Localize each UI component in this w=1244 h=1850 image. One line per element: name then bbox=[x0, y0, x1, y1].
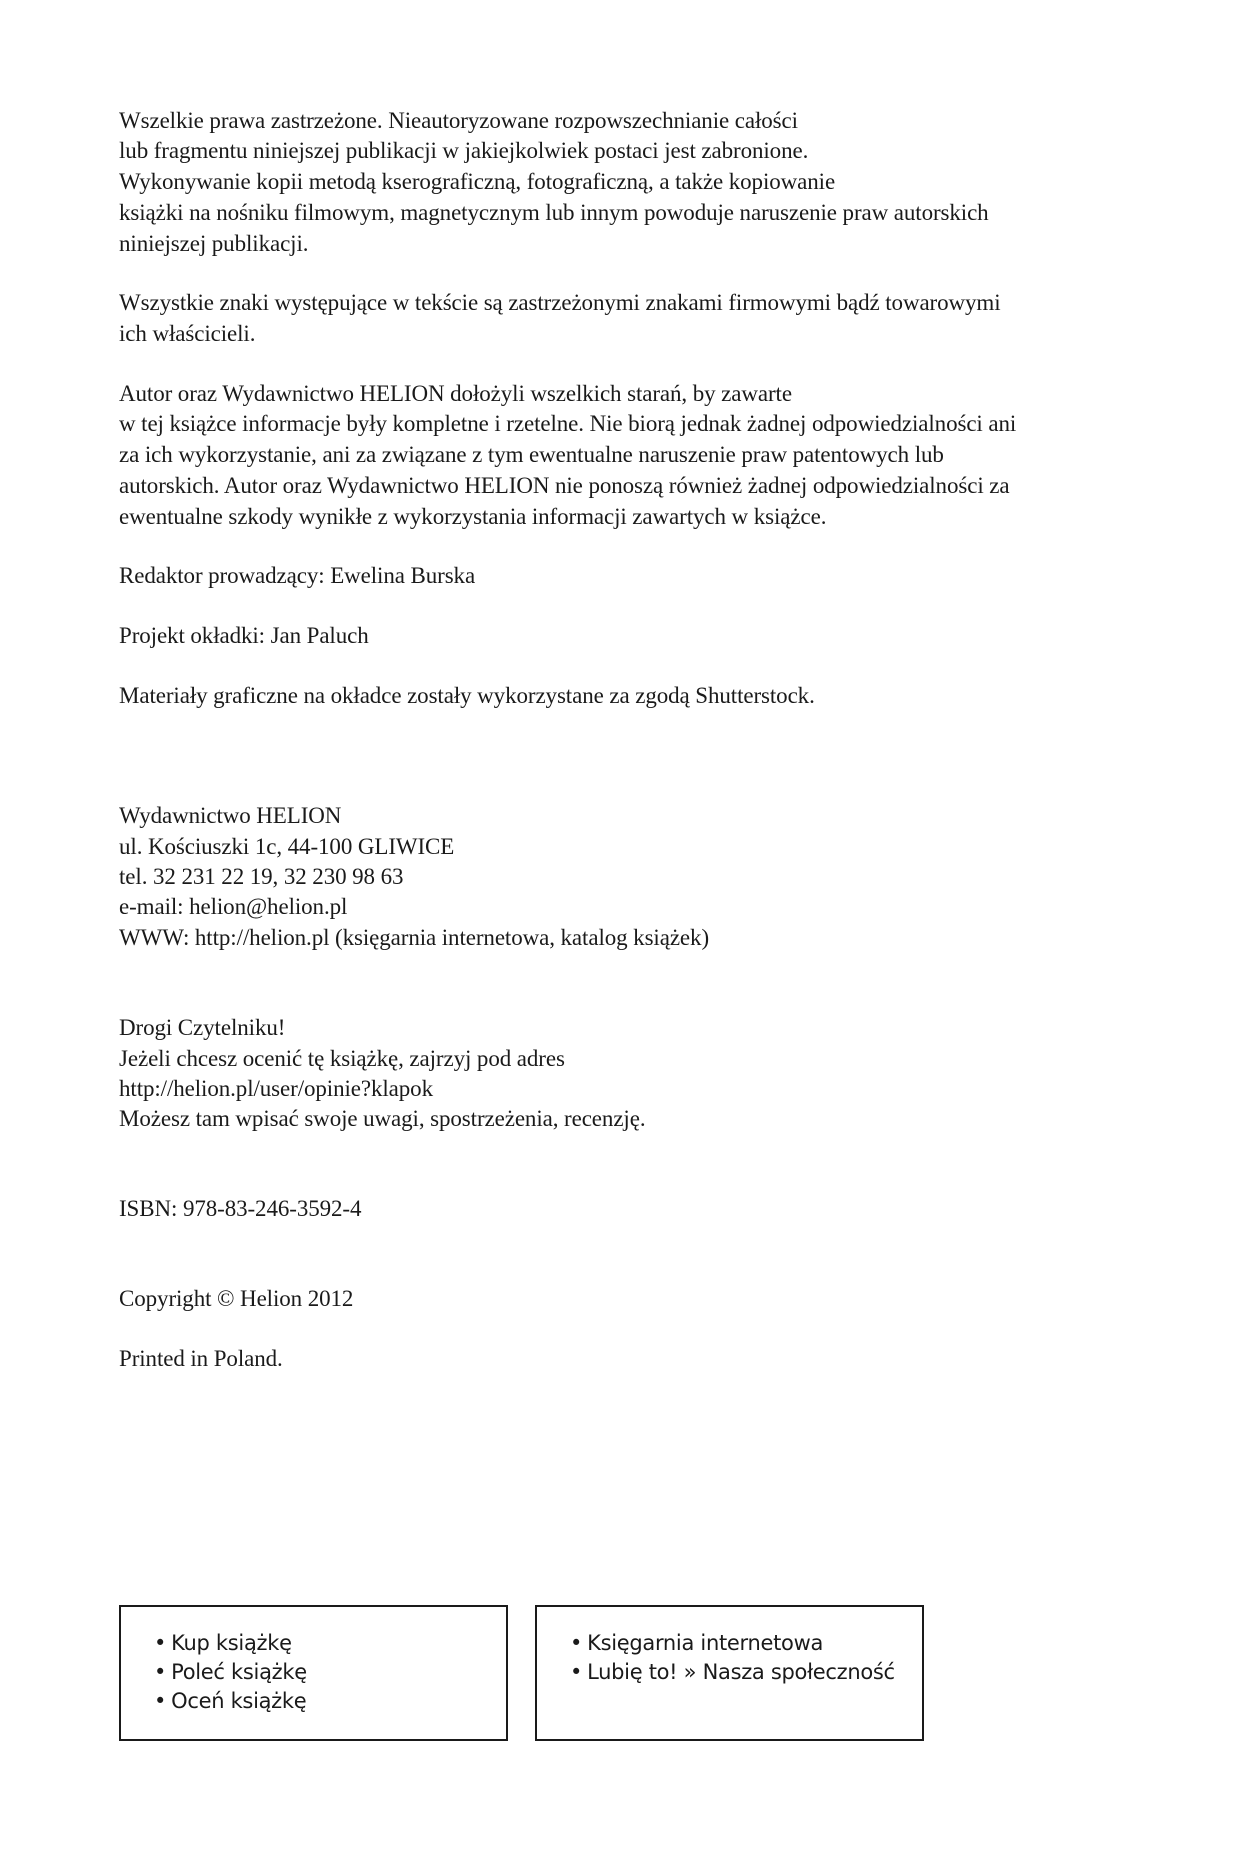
rate-book-label: Oceń książkę bbox=[171, 1689, 307, 1713]
online-bookstore-label: Księgarnia internetowa bbox=[587, 1631, 824, 1655]
rate-book-link[interactable] bbox=[154, 1687, 307, 1716]
liability-line-1: Autor oraz Wydawnictwo HELION dołożyli wszelkich starań, by zawarte bbox=[119, 381, 792, 406]
isbn: ISBN: 978-83-246-3592-4 bbox=[119, 1196, 362, 1221]
liability-line-2: w tej książce informacje były kompletne i rzetelne. Nie biorą jednak żadnej odpowiedzialności ani bbox=[119, 411, 1017, 436]
community-label: Lubię to! » Nasza społeczność bbox=[587, 1660, 895, 1684]
reader-url: http://helion.pl/user/opinie?klapok bbox=[119, 1076, 433, 1101]
bullet-icon: • bbox=[154, 1631, 167, 1655]
rights-line-1: Wszelkie prawa zastrzeżone. Nieautoryzowane rozpowszechnianie całości bbox=[119, 108, 798, 133]
community-box bbox=[535, 1605, 924, 1741]
liability-line-5: ewentualne szkody wynikłe z wykorzystania informacji zawartych w książce. bbox=[119, 504, 827, 529]
buy-book-link[interactable] bbox=[154, 1629, 307, 1658]
liability-line-4: autorskich. Autor oraz Wydawnictwo HELION nie ponoszą również żadnej odpowiedzialności za bbox=[119, 473, 1010, 498]
bullet-icon: • bbox=[570, 1660, 583, 1684]
publisher-address: ul. Kościuszki 1c, 44-100 GLIWICE bbox=[119, 834, 455, 859]
printed-in: Printed in Poland. bbox=[119, 1346, 283, 1371]
rights-line-3: Wykonywanie kopii metodą kserograficzną, fotograficzną, a także kopiowanie bbox=[119, 169, 836, 194]
bullet-icon: • bbox=[154, 1689, 167, 1713]
bullet-icon: • bbox=[570, 1631, 583, 1655]
copyright: Copyright © Helion 2012 bbox=[119, 1286, 354, 1311]
reader-greeting: Drogi Czytelniku! bbox=[119, 1015, 286, 1040]
recommend-book-label: Poleć książkę bbox=[171, 1660, 307, 1684]
publisher-phone: tel. 32 231 22 19, 32 230 98 63 bbox=[119, 864, 404, 889]
trademarks-line-2: ich właścicieli. bbox=[119, 321, 256, 346]
buy-book-label: Kup książkę bbox=[171, 1631, 292, 1655]
rights-line-4: książki na nośniku filmowym, magnetycznym lub innym powoduje naruszenie praw autorskich bbox=[119, 200, 989, 225]
publisher-name: Wydawnictwo HELION bbox=[119, 803, 342, 828]
liability-line-3: za ich wykorzystanie, ani za związane z tym ewentualne naruszenie praw patentowych lub bbox=[119, 442, 944, 467]
book-actions-list bbox=[154, 1629, 307, 1716]
online-bookstore-link[interactable] bbox=[570, 1629, 895, 1658]
community-link[interactable] bbox=[570, 1658, 895, 1687]
editor-credit: Redaktor prowadzący: Ewelina Burska bbox=[119, 563, 476, 588]
recommend-book-link[interactable] bbox=[154, 1658, 307, 1687]
book-actions-box bbox=[119, 1605, 508, 1741]
bullet-icon: • bbox=[154, 1660, 167, 1684]
trademarks-line-1: Wszystkie znaki występujące w tekście są zastrzeżonymi znakami firmowymi bądź towarowymi bbox=[119, 290, 1001, 315]
cover-design-credit: Projekt okładki: Jan Paluch bbox=[119, 623, 369, 648]
reader-line-2: Możesz tam wpisać swoje uwagi, spostrzeżenia, recenzję. bbox=[119, 1106, 646, 1131]
community-list bbox=[570, 1629, 895, 1687]
publisher-www: WWW: http://helion.pl (księgarnia internetowa, katalog książek) bbox=[119, 925, 710, 950]
cover-materials-credit: Materiały graficzne na okładce zostały wykorzystane za zgodą Shutterstock. bbox=[119, 683, 815, 708]
publisher-email: e-mail: helion@helion.pl bbox=[119, 894, 348, 919]
rights-line-2: lub fragmentu niniejszej publikacji w jakiejkolwiek postaci jest zabronione. bbox=[119, 138, 809, 163]
reader-line-1: Jeżeli chcesz ocenić tę książkę, zajrzyj pod adres bbox=[119, 1046, 565, 1071]
rights-line-5: niniejszej publikacji. bbox=[119, 231, 309, 256]
